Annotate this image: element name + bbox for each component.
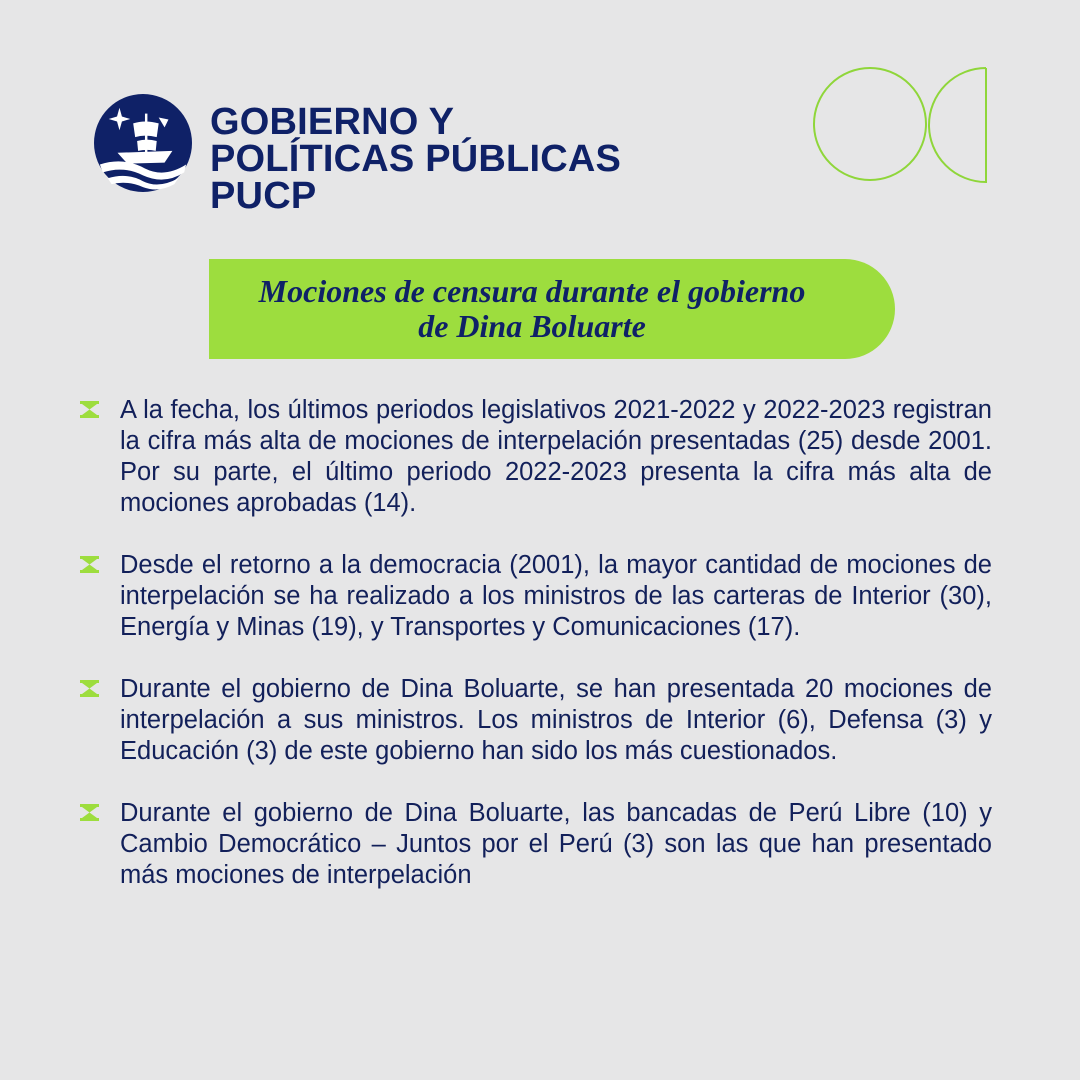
hourglass-icon — [80, 401, 99, 418]
brand-title — [210, 101, 622, 217]
list-item — [80, 395, 992, 519]
pucp-logo-icon — [94, 94, 192, 192]
list-item — [80, 550, 992, 643]
page-title — [259, 274, 806, 344]
hourglass-icon — [80, 556, 99, 573]
title-banner — [209, 259, 895, 359]
brand-line-3: PUCP — [210, 175, 317, 217]
list-item — [80, 674, 992, 767]
bullet-text: Durante el gobierno de Dina Boluarte, se han presentada 20 mociones de interpelación a sus ministros. Los ministros de Interior (6), Defensa (3) y Educación (3) de este gobierno han sido los más cuestionados. — [120, 675, 992, 765]
findings-list — [80, 395, 992, 922]
hourglass-icon — [80, 804, 99, 821]
title-line-1: Mociones de censura durante el gobierno — [258, 273, 806, 309]
bullet-text: Durante el gobierno de Dina Boluarte, las bancadas de Perú Libre (10) y Cambio Democrático – Juntos por el Perú (3) son las que han presentado más mociones de interpelación — [120, 799, 992, 889]
hourglass-icon — [80, 680, 99, 697]
brand-line-2: POLÍTICAS PÚBLICAS — [210, 138, 622, 180]
brand-line-1: GOBIERNO Y — [210, 101, 455, 143]
circle-halfcircle-decoration-icon — [808, 64, 992, 186]
list-item — [80, 798, 992, 891]
bullet-text: A la fecha, los últimos periodos legislativos 2021-2022 y 2022-2023 registran la cifra más alta de mociones de interpelación presentadas (25) desde 2001. Por su parte, el último periodo 2022-2023 presenta la cifra más alta de mociones aprobadas (14). — [120, 396, 992, 517]
title-line-2: de Dina Boluarte — [418, 308, 646, 344]
bullet-text: Desde el retorno a la democracia (2001), la mayor cantidad de mociones de interpelación se ha realizado a los ministros de las carteras de Interior (30), Energía y Minas (19), y Transportes y Comunicaciones (17). — [120, 551, 992, 641]
